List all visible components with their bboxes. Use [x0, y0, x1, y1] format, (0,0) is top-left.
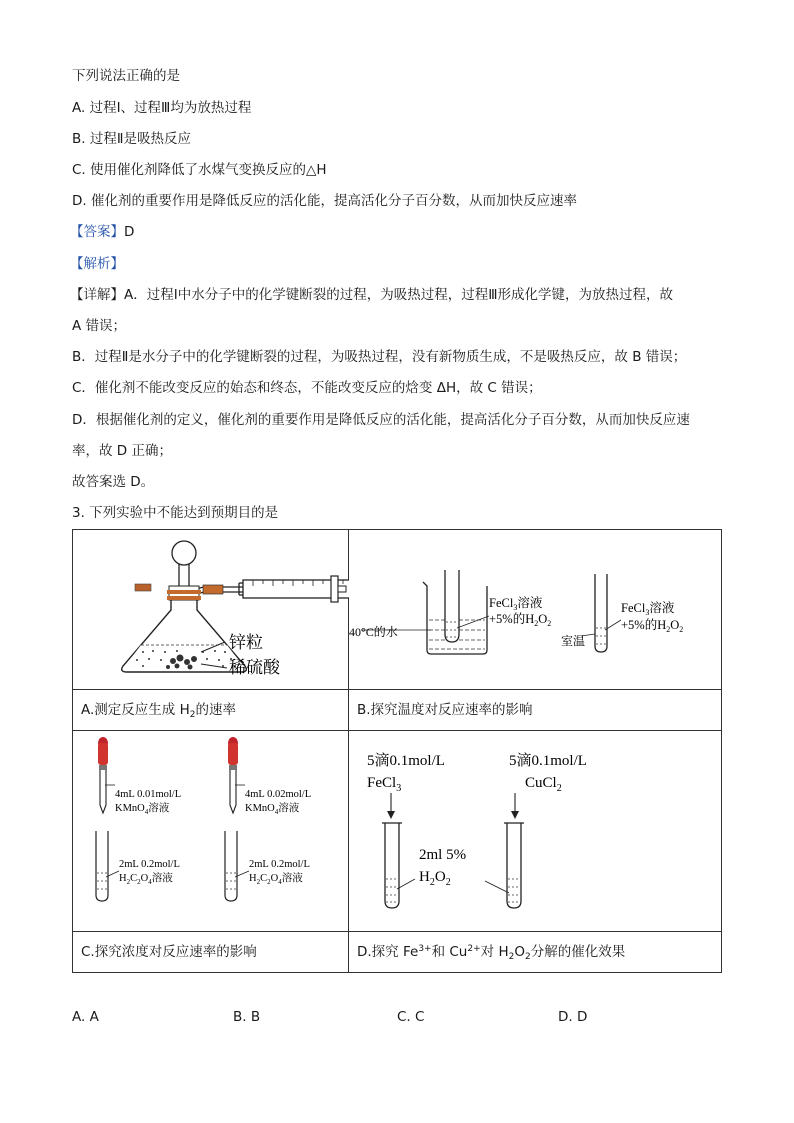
rubber-tube: [135, 584, 151, 591]
kmno4-left-name: KMnO$_4$溶液: [115, 803, 170, 816]
answer-label: 【答案】: [70, 224, 124, 240]
zinc-label: 锌粒: [229, 633, 263, 652]
cucl2-drops-label: 5滴0.1mol/L: [509, 753, 587, 769]
reagent-b2-line2: +5%的$H_2O_2$: [621, 618, 684, 634]
kmno4-right-conc: 4mL 0.02mol/L: [245, 789, 312, 800]
fecl3-label: FeCl$_3$: [367, 775, 402, 794]
caption-d: D.探究 $Fe^{3+}$和 $Cu^{2+}$对 $H_2O_2$分解的催化效果: [357, 944, 626, 962]
experiment-table: [72, 529, 722, 973]
caption-c: C.探究浓度对反应速率的影响: [81, 944, 257, 960]
caption-d-cell: [349, 932, 722, 973]
q3-options: [72, 1007, 732, 1027]
q3-option-c[interactable]: C. C: [397, 1009, 425, 1025]
detail-label: 【详解】: [70, 287, 124, 303]
acid-label: 稀硫酸: [229, 658, 280, 677]
fecl3-drops-label: 5滴0.1mol/L: [367, 753, 445, 769]
caption-a-cell: [73, 690, 349, 731]
water-label: 40°C的水: [349, 625, 398, 639]
detail-line-7: 故答案选 D。: [72, 474, 155, 490]
detail-line-2: A 错误；: [72, 318, 127, 334]
reagent-b1-line2: +5%的$H_2O_2$: [489, 612, 552, 628]
h2o2-label: $H_2O_2$: [419, 869, 451, 888]
caption-b-cell: [349, 690, 722, 731]
figure-b-cell: [349, 530, 722, 690]
detail-line-6: 率，故 D 正确；: [72, 443, 172, 459]
question-intro: 下列说法正确的是: [72, 68, 180, 84]
option-a: A. 过程Ⅰ、过程Ⅲ均为放热过程: [72, 100, 252, 116]
answer-line: [70, 222, 134, 242]
q3-option-d[interactable]: D. D: [558, 1009, 588, 1025]
detail-line-3: B．过程Ⅱ是水分子中的化学键断裂的过程，为吸热过程，没有新物质生成，不是吸热反应，故 B 错误；: [72, 349, 687, 365]
h2c2o4-left-conc: 2mL 0.2mol/L: [119, 859, 180, 870]
figure-d-cell: [349, 731, 722, 932]
detail-line-5: D．根据催化剂的定义，催化剂的重要作用是降低反应的活化能，提高活化分子百分数，从而加快反应速: [72, 412, 690, 428]
caption-c-cell: [73, 932, 349, 973]
room-temp-label: 室温: [561, 634, 586, 648]
apparatus-d-diagram: [349, 731, 722, 927]
detail-text: A．过程Ⅰ中水分子中的化学键断裂的过程，为吸热过程，过程Ⅲ形成化学键，为放热过程，故: [124, 287, 674, 303]
reagent-b1-line1: FeCl$_3$溶液: [489, 596, 543, 612]
caption-b: B.探究温度对反应速率的影响: [357, 702, 533, 718]
q3-option-a[interactable]: A. A: [72, 1009, 99, 1025]
reagent-b2-line1: FeCl$_3$溶液: [621, 601, 675, 617]
kmno4-right-name: KMnO$_4$溶液: [245, 803, 300, 816]
detail-line-4: C．催化剂不能改变反应的始态和终态，不能改变反应的焓变 ΔH，故 C 错误；: [72, 380, 542, 396]
q3-option-b[interactable]: B. B: [233, 1009, 261, 1025]
h2c2o4-left-name: $H_2C_2O_4$溶液: [119, 873, 173, 886]
h2c2o4-right-name: $H_2C_2O_4$溶液: [249, 873, 303, 886]
option-c: C. 使用催化剂降低了水煤气变换反应的△H: [72, 162, 327, 178]
h2o2-conc-label: 2ml 5%: [419, 847, 467, 863]
answer-value: D: [124, 224, 135, 240]
figure-c-cell: [73, 731, 349, 932]
apparatus-b-diagram: [349, 530, 722, 685]
caption-a: A.测定反应生成 $H_2$的速率: [81, 702, 236, 720]
cucl2-label: CuCl$_2$: [525, 775, 562, 794]
h2c2o4-right-conc: 2mL 0.2mol/L: [249, 859, 310, 870]
kmno4-left-conc: 4mL 0.01mol/L: [115, 789, 182, 800]
apparatus-a-diagram: [73, 530, 349, 685]
apparatus-c-diagram: [73, 731, 349, 927]
figure-a-cell: [73, 530, 349, 690]
option-d: D. 催化剂的重要作用是降低反应的活化能，提高活化分子百分数，从而加快反应速率: [72, 193, 577, 209]
analysis-label: 【解析】: [70, 256, 124, 272]
option-b: B. 过程Ⅱ是吸热反应: [72, 131, 191, 147]
question-3-stem: 3. 下列实验中不能达到预期目的是: [72, 505, 279, 521]
detail-line-1: [70, 285, 673, 305]
